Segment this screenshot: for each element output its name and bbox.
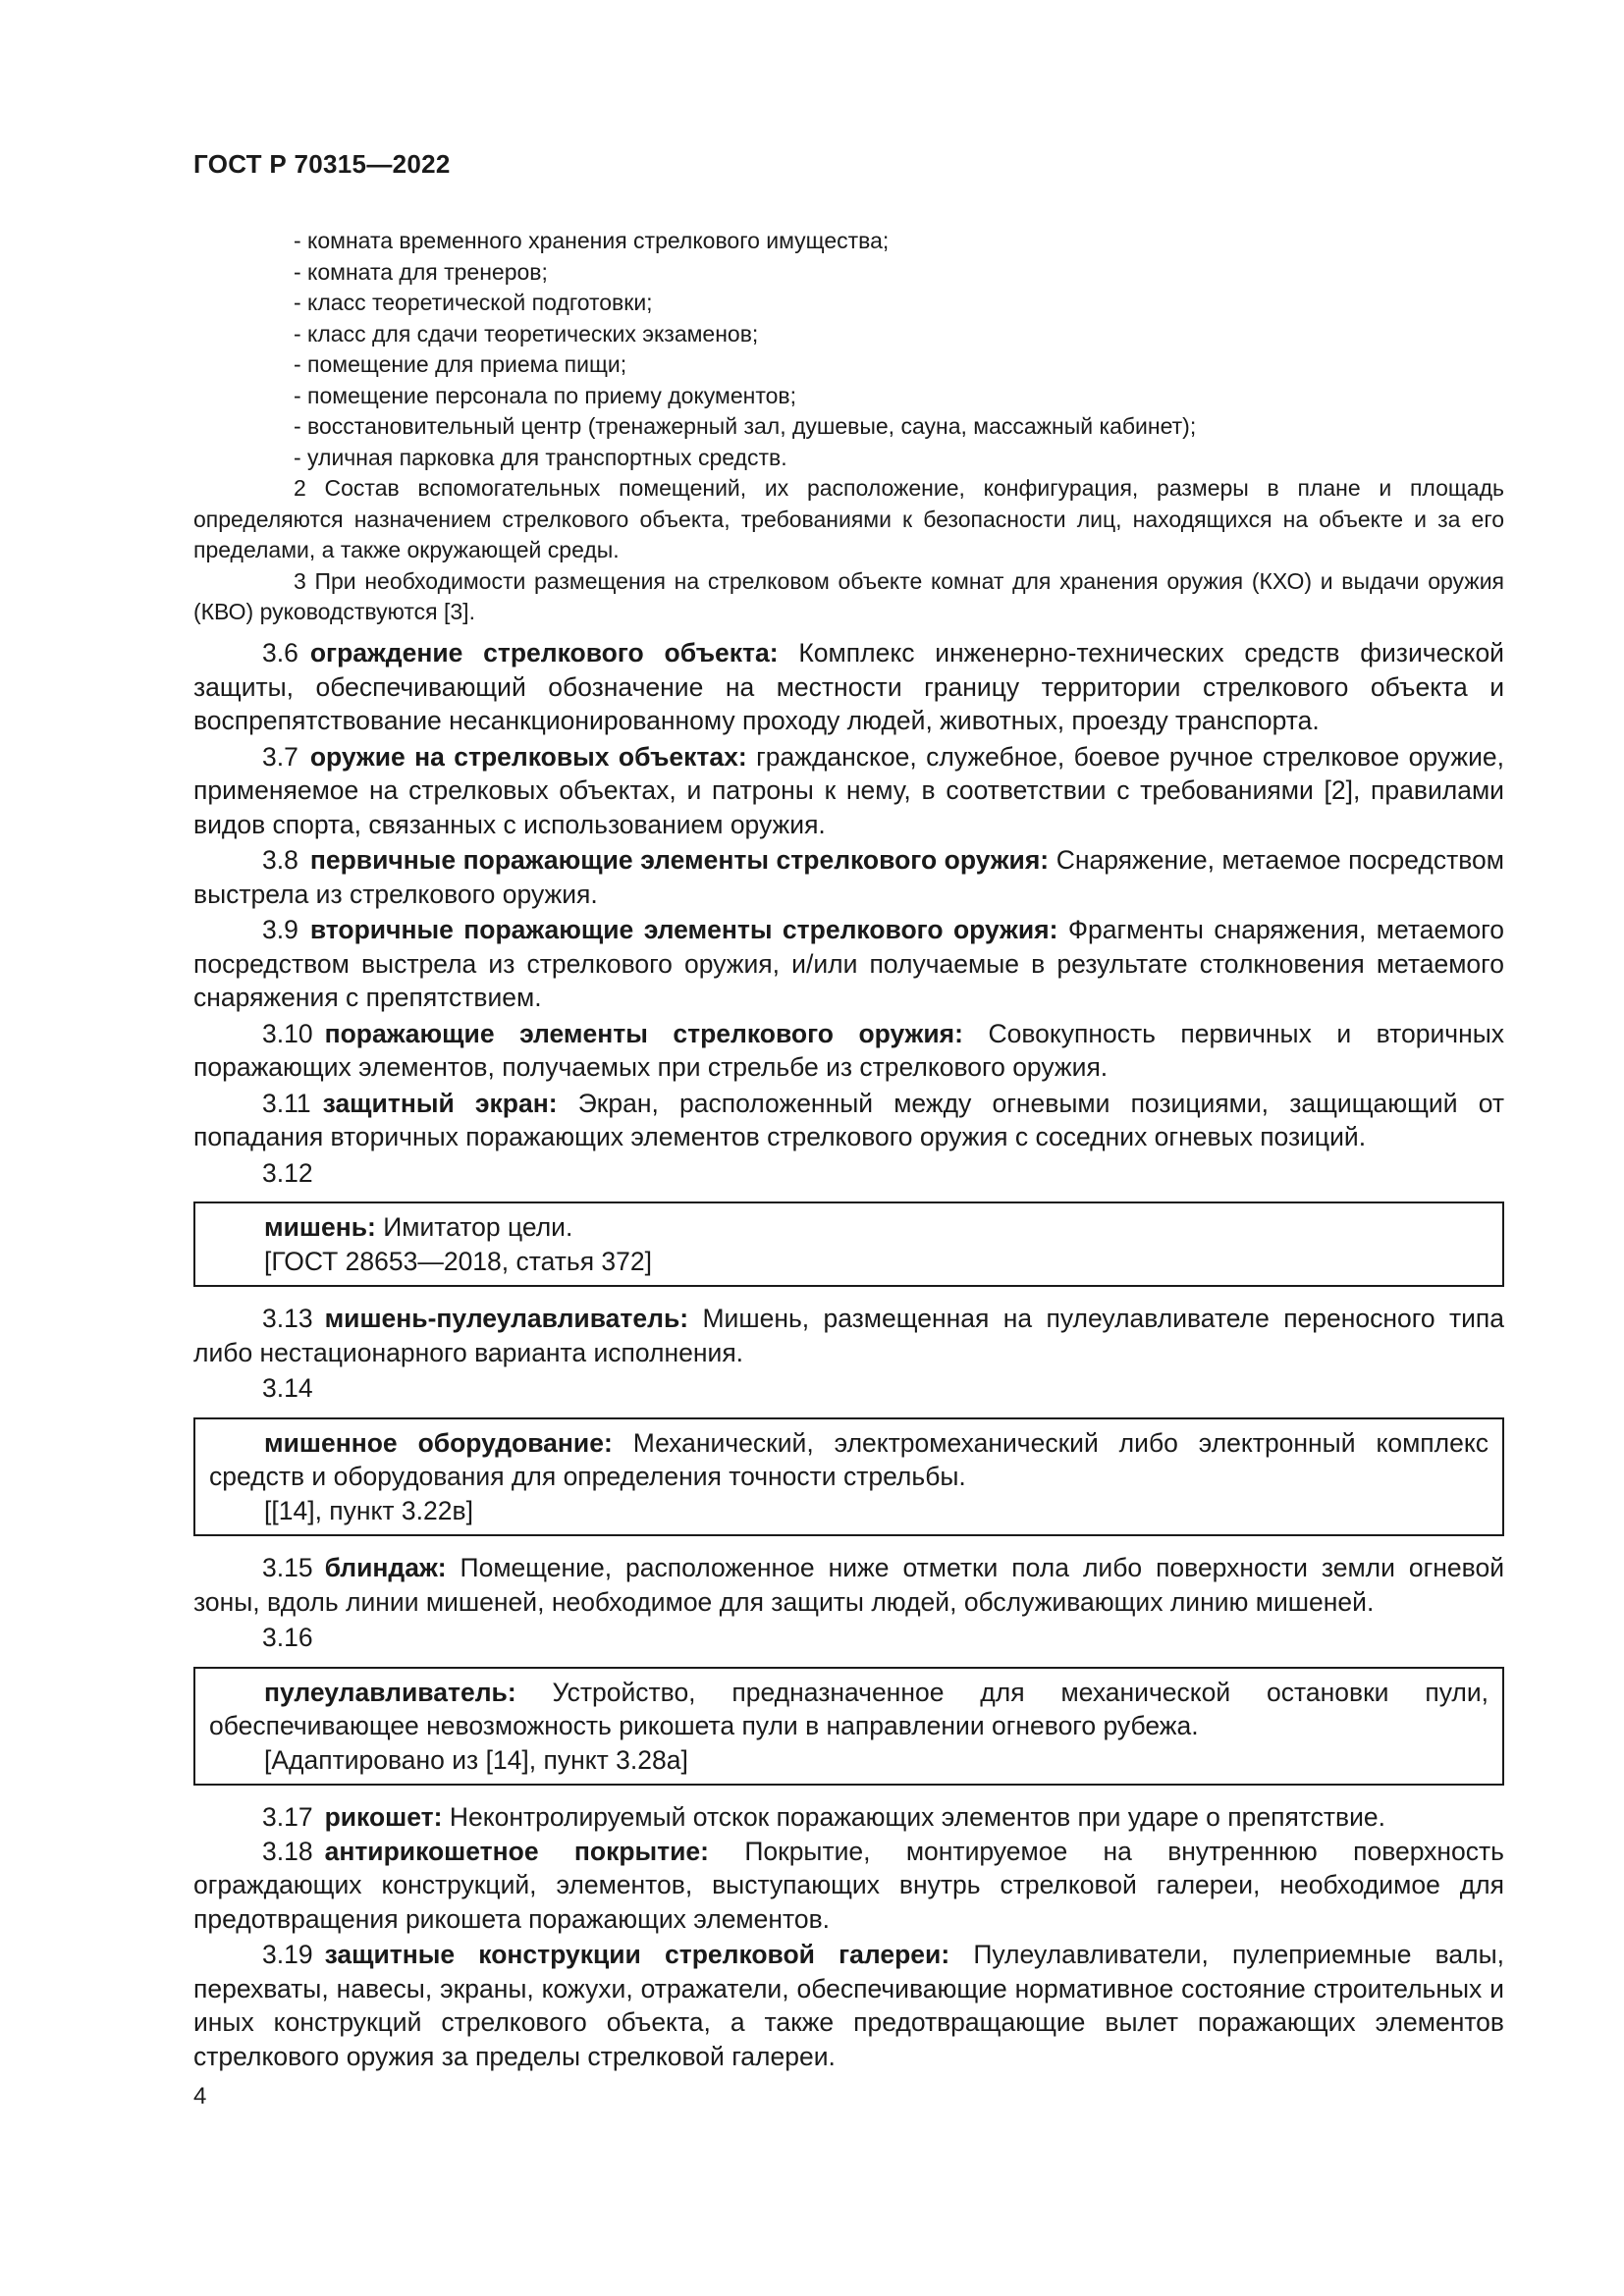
term-entry-3-17 (193, 1800, 1504, 1835)
list-item: - класс теоретической подготовки; (294, 290, 653, 315)
term-title: защитный экран: (322, 1088, 558, 1118)
list-item: - комната временного хранения стрелкового имущества; (294, 228, 890, 253)
term-entry-3-11 (193, 1087, 1504, 1154)
term-title: оружие на стрелковых объектах: (309, 741, 747, 772)
term-source: [[14], пункт 3.22в] (264, 1495, 473, 1525)
term-box-3-14 (193, 1417, 1504, 1537)
term-definition: Комплекс инженерно-технических средств физической защиты, обеспечивающий обозначение на местности границу территории стрелкового объекта и воспрепятствование несанкционированному проходу людей, животных, проезду транспорта. (193, 638, 1504, 735)
term-definition: Неконтролируемый отскок поражающих элементов при ударе о препятствие. (449, 1802, 1386, 1832)
term-number: 3.17 (262, 1802, 313, 1832)
term-source: [Адаптировано из [14], пункт 3.28а] (264, 1744, 688, 1775)
term-box-3-16 (193, 1667, 1504, 1787)
term-definition: Имитатор цели. (383, 1212, 573, 1242)
term-number: 3.8 (262, 845, 298, 875)
term-entry-3-13 (193, 1302, 1504, 1369)
term-number: 3.13 (262, 1304, 313, 1333)
term-number: 3.9 (262, 915, 298, 944)
term-entry-3-9 (193, 913, 1504, 1015)
term-definition: Механический, электромеханический либо электронный комплекс средств и оборудования для определения точности стрельбы. (209, 1427, 1489, 1491)
term-definition: Экран, расположенный между огневыми позициями, защищающий от попадания вторичных поражающих элементов стрелкового оружия с соседних огневых позиций. (193, 1088, 1504, 1151)
term-title: первичные поражающие элементы стрелкового оружия: (309, 845, 1050, 875)
term-definition: гражданское, служебное, боевое ручное стрелковое оружие, применяемое на стрелковых объектах, и патроны к нему, в соответствии с требованиями [2], правилами видов спорта, связанных с использованием оружия. (193, 741, 1504, 839)
term-source: [ГОСТ 28653—2018, статья 372] (264, 1246, 652, 1276)
notes-block (193, 226, 1504, 628)
note-paragraph: 3 При необходимости размещения на стрелковом объекте комнат для хранения оружия (КХО) и выдачи оружия (КВО) руководствуются [3]. (193, 567, 1504, 624)
list-item: - класс для сдачи теоретических экзаменов; (294, 320, 759, 347)
term-entry-3-15 (193, 1551, 1504, 1619)
term-title: мишень-пулеулавливатель: (324, 1304, 689, 1333)
term-title: пулеулавливатель: (264, 1677, 516, 1707)
term-entry-3-19 (193, 1938, 1504, 2073)
term-number: 3.11 (262, 1088, 311, 1118)
term-number: 3.18 (262, 1836, 313, 1866)
term-title: защитные конструкции стрелковой галереи: (324, 1940, 950, 1969)
term-definition: Мишень, размещенная на пулеулавливателе переносного типа либо нестационарного варианта исполнения. (193, 1304, 1504, 1367)
term-definition: Устройство, предназначенное для механической остановки пули, обеспечивающее невозможность рикошета пули в направлении огневого рубежа. (209, 1677, 1489, 1740)
term-title: антирикошетное покрытие: (324, 1836, 709, 1866)
term-number-3-16: 3.16 (262, 1623, 313, 1652)
term-number: 3.7 (262, 741, 298, 772)
term-box-3-12 (193, 1201, 1504, 1287)
term-entry-3-8 (193, 843, 1504, 911)
term-definition: Снаряжение, метаемое посредством выстрела из стрелкового оружия. (193, 845, 1504, 909)
term-title: блиндаж: (324, 1553, 447, 1582)
term-entry-3-7 (193, 740, 1504, 842)
term-title: вторичные поражающие элементы стрелкового оружия: (309, 915, 1058, 944)
term-number: 3.19 (262, 1940, 313, 1969)
document-header: ГОСТ Р 70315—2022 (193, 149, 451, 179)
list-item: - помещение персонала по приему документов; (294, 382, 797, 408)
term-title: поражающие элементы стрелкового оружия: (324, 1018, 963, 1048)
term-title: рикошет: (324, 1802, 443, 1832)
term-definition: Фрагменты снаряжения, метаемого посредством выстрела из стрелкового оружия, и/или получаемые в результате столкновения метаемого снаряжения с препятствием. (193, 915, 1504, 1012)
term-definition: Покрытие, монтируемое на внутреннюю поверхность ограждающих конструкций, элементов, выступающих внутрь стрелковой галереи, необходимое для предотвращения рикошета поражающих элементов. (193, 1836, 1504, 1934)
term-number: 3.15 (262, 1553, 313, 1582)
term-number-3-12: 3.12 (262, 1157, 313, 1188)
term-definition: Помещение, расположенное ниже отметки пола либо поверхности земли огневой зоны, вдоль линии мишеней, необходимое для защиты людей, обслуживающих линию мишеней. (193, 1553, 1504, 1617)
term-number-3-14: 3.14 (262, 1373, 313, 1403)
note-paragraph: 2 Состав вспомогательных помещений, их расположение, конфигурация, размеры в плане и площадь определяются назначением стрелкового объекта, требованиями к безопасности лиц, находящихся на объекте и за его пределами, а также окружающей среды. (193, 475, 1504, 562)
term-definition: Пулеулавливатели, пулеприемные валы, перехваты, навесы, экраны, кожухи, отражатели, обеспечивающие нормативное состояние строительных и иных конструкций стрелкового объекта, а также предотвращающие вылет поражающих элементов стрелкового оружия за пределы стрелковой галереи. (193, 1940, 1504, 2071)
terms-section (193, 636, 1504, 2073)
term-entry-3-10 (193, 1017, 1504, 1085)
list-item: - помещение для приема пищи; (294, 351, 627, 377)
term-title: ограждение стрелкового объекта: (309, 638, 779, 667)
list-item: - комната для тренеров; (294, 258, 548, 285)
term-box-paragraph (209, 1426, 1489, 1494)
list-item: - восстановительный центр (тренажерный зал, душевые, сауна, массажный кабинет); (294, 413, 1197, 439)
term-title: мишенное оборудование: (264, 1427, 613, 1458)
term-box-paragraph (209, 1210, 1489, 1245)
term-number: 3.10 (262, 1018, 313, 1048)
list-item: - уличная парковка для транспортных средств. (294, 444, 787, 470)
term-entry-3-18 (193, 1835, 1504, 1937)
page-number: 4 (193, 2083, 207, 2109)
term-title: мишень: (264, 1212, 376, 1242)
term-entry-3-6 (193, 636, 1504, 738)
term-box-paragraph (209, 1676, 1489, 1743)
term-number: 3.6 (262, 638, 298, 667)
term-definition: Совокупность первичных и вторичных поражающих элементов, получаемых при стрельбе из стрелкового оружия. (193, 1018, 1504, 1082)
